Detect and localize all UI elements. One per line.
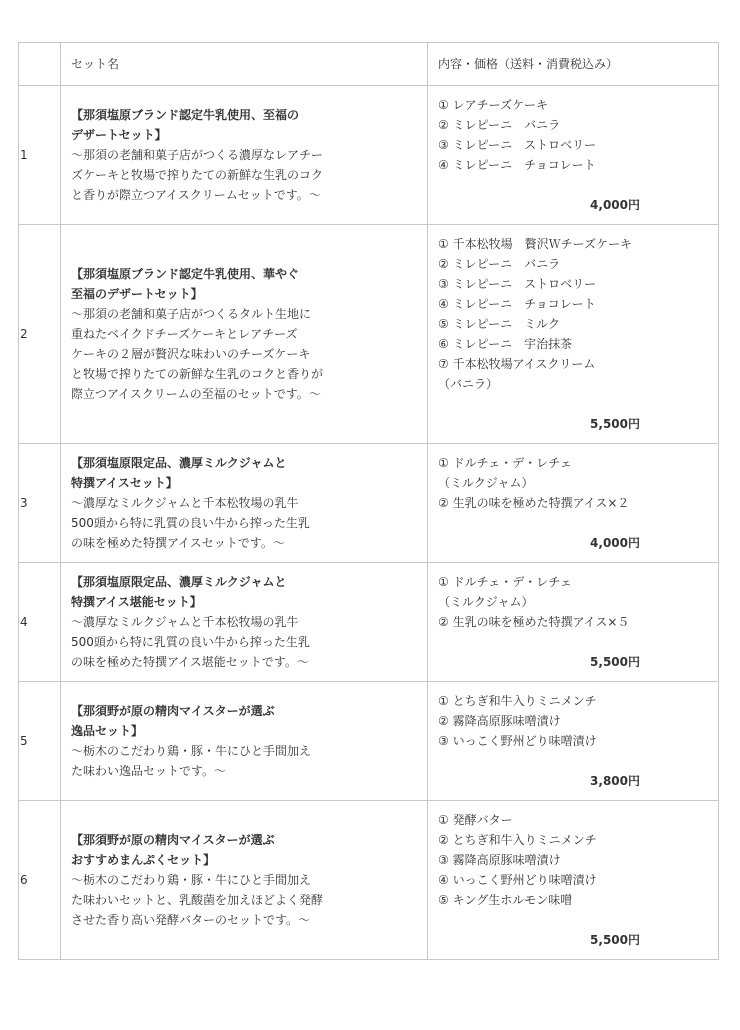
- set-content-cell: [428, 563, 719, 682]
- set-item: ③ 霧降高原豚味噌漬け: [438, 853, 561, 867]
- set-content-cell: [428, 801, 719, 960]
- set-title: 【那須野が原の精肉マイスターが選ぶ 逸品セット】: [71, 704, 275, 738]
- set-item-list: [438, 95, 706, 175]
- set-price: 4,000円: [590, 198, 640, 212]
- set-title: 【那須塩原限定品、濃厚ミルクジャムと 特撰アイスセット】: [71, 456, 287, 490]
- set-number: 2: [19, 225, 61, 444]
- set-description: ～濃厚なミルクジャムと千本松牧場の乳牛 500頭から特に乳質の良い牛から搾った生乳 の味を極めた特撰アイス堪能セットです。～: [71, 615, 310, 669]
- set-price: 5,500円: [590, 933, 640, 947]
- set-item: ② 生乳の味を極めた特撰アイス×２: [438, 496, 630, 510]
- set-item: ⑦ 千本松牧場アイスクリーム （バニラ）: [438, 357, 596, 391]
- set-content-cell: [428, 682, 719, 801]
- table-row: [19, 682, 719, 801]
- set-name-cell: [61, 682, 428, 801]
- table-row: [19, 563, 719, 682]
- set-name-cell: [61, 563, 428, 682]
- set-item-list: [438, 453, 706, 513]
- set-title: 【那須塩原限定品、濃厚ミルクジャムと 特撰アイス堪能セット】: [71, 575, 287, 609]
- set-description: ～濃厚なミルクジャムと千本松牧場の乳牛 500頭から特に乳質の良い牛から搾った生乳 の味を極めた特撰アイスセットです。～: [71, 496, 310, 550]
- set-item-list: [438, 691, 706, 751]
- set-title: 【那須塩原ブランド認定牛乳使用、至福の デザートセット】: [71, 108, 300, 142]
- set-price: 5,500円: [590, 417, 640, 431]
- header-number: [19, 43, 61, 86]
- table-row: [19, 86, 719, 225]
- set-description: ～栃木のこだわり鶏・豚・牛にひと手間加え た味わいセットと、乳酸菌を加えほどよく発酵 させた香り高い発酵バターのセットです。～: [71, 873, 324, 927]
- set-name-cell: [61, 86, 428, 225]
- set-content-cell: [428, 86, 719, 225]
- set-item-list: [438, 572, 706, 632]
- set-item: ② とちぎ和牛入りミニメンチ: [438, 833, 597, 847]
- set-item: ① 発酵バター: [438, 813, 513, 827]
- set-item: ④ ミレピーニ チョコレート: [438, 158, 596, 172]
- set-title: 【那須塩原ブランド認定牛乳使用、華やぐ 至福のデザートセット】: [71, 267, 300, 301]
- table-row: [19, 444, 719, 563]
- set-item: ② 生乳の味を極めた特撰アイス×５: [438, 615, 630, 629]
- set-content-cell: [428, 444, 719, 563]
- set-description: ～那須の老舗和菓子店がつくる濃厚なレアチー ズケーキと牧場で搾りたての新鮮な生乳のコク と香りが際立つアイスクリームセットです。～: [71, 148, 324, 202]
- set-item: ① レアチーズケーキ: [438, 98, 548, 112]
- set-price: 4,000円: [590, 536, 640, 550]
- set-price: 3,800円: [590, 774, 640, 788]
- set-number: 3: [19, 444, 61, 563]
- set-name-cell: [61, 801, 428, 960]
- header-set-name: セット名: [61, 43, 428, 86]
- set-item: ⑤ キング生ホルモン味噌: [438, 893, 573, 907]
- set-number: 1: [19, 86, 61, 225]
- set-item: ④ ミレピーニ チョコレート: [438, 297, 596, 311]
- set-item: ⑤ ミレピーニ ミルク: [438, 317, 560, 331]
- set-item: ① ドルチェ・デ・レチェ （ミルクジャム）: [438, 575, 572, 609]
- set-item: ③ ミレピーニ ストロベリー: [438, 277, 597, 291]
- set-content-cell: [428, 225, 719, 444]
- set-item-list: [438, 234, 706, 394]
- set-number: 4: [19, 563, 61, 682]
- set-item: ④ いっこく野州どり味噌漬け: [438, 873, 597, 887]
- table-row: [19, 801, 719, 960]
- set-description: ～那須の老舗和菓子店がつくるタルト生地に 重ねたベイクドチーズケーキとレアチーズ ケーキの２層が贅沢な味わいのチーズケーキ と牧場で搾りたての新鮮な生乳のコクと香りが 際立つアイスクリームの至福のセットです。～: [71, 307, 324, 401]
- set-item: ② ミレピーニ バニラ: [438, 257, 561, 271]
- set-item: ⑥ ミレピーニ 宇治抹茶: [438, 337, 573, 351]
- set-item: ① とちぎ和牛入りミニメンチ: [438, 694, 597, 708]
- set-price: 5,500円: [590, 655, 640, 669]
- set-item: ② 霧降高原豚味噌漬け: [438, 714, 561, 728]
- table-row: [19, 225, 719, 444]
- set-item: ③ いっこく野州どり味噌漬け: [438, 734, 597, 748]
- set-description: ～栃木のこだわり鶏・豚・牛にひと手間加え た味わい逸品セットです。～: [71, 744, 312, 778]
- set-item: ③ ミレピーニ ストロベリー: [438, 138, 597, 152]
- gift-set-table: [18, 42, 719, 960]
- set-item: ② ミレピーニ バニラ: [438, 118, 561, 132]
- set-item: ① 千本松牧場 贅沢Ｗチーズケーキ: [438, 237, 632, 251]
- set-number: 6: [19, 801, 61, 960]
- set-title: 【那須野が原の精肉マイスターが選ぶ おすすめまんぷくセット】: [71, 833, 275, 867]
- set-number: 5: [19, 682, 61, 801]
- set-item-list: [438, 810, 706, 910]
- table-header-row: [19, 43, 719, 86]
- set-name-cell: [61, 444, 428, 563]
- set-item: ① ドルチェ・デ・レチェ （ミルクジャム）: [438, 456, 572, 490]
- set-name-cell: [61, 225, 428, 444]
- header-content-price: 内容・価格（送料・消費税込み）: [428, 43, 719, 86]
